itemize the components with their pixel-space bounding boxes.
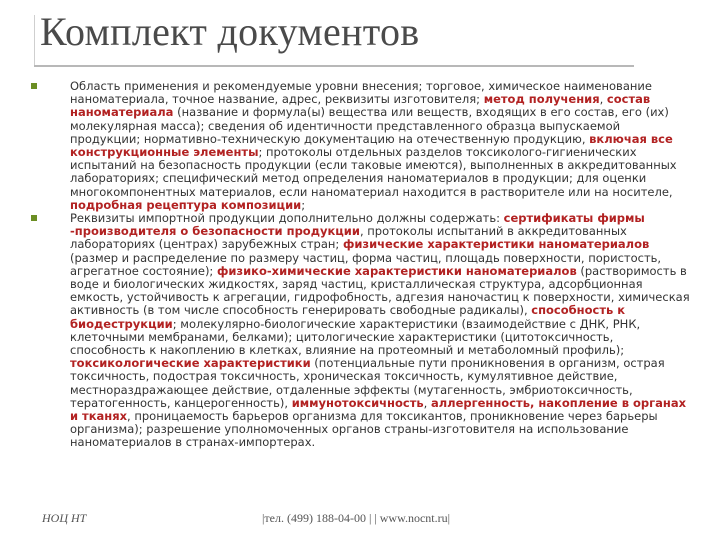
text-segment: , проницаемость барьеров организма для токсикантов, проникновение через барьеры организма); разрешение уполномоченных органов страны-изготовителя на использование наноматериалов в странах-импортерах.: [70, 409, 658, 450]
highlight-text: способность к биодеструкции: [70, 303, 626, 331]
bullet-item-scope: [30, 80, 690, 212]
text-segment: ; протоколы отдельных разделов токсиколого-гигиенических испытаний на безопасность продукции (если таковые имеются), выполненных в аккредитованных лабораториях; специфический метод определения наноматериалов в продукции; для оценки многокомпонентных материалов, если наноматериал находится в растворителе или на носителе,: [70, 145, 677, 199]
slide-title: Комплект документов: [40, 9, 420, 54]
text-segment: (растворимость в воде и биологических жидкостях, заряд частиц, кристаллическая структура, адсорбционная емкость, устойчивость к агрегации, гидрофобность, адгезия наночастиц к поверхности, химическая активность (в том числе способность генерировать свободные радикалы),: [70, 263, 690, 318]
title-divider: [34, 65, 634, 67]
text-segment: ;: [301, 197, 306, 212]
bullet-list: [30, 80, 690, 450]
highlight-text: физико-химические характеристики наноматериалов: [216, 263, 577, 278]
highlight-text: физические характеристики наноматериалов: [342, 237, 650, 252]
text-segment: , протоколы испытаний в аккредитованных лабораториях (центрах) зарубежных стран;: [70, 224, 627, 252]
text-segment: Область применения и рекомендуемые уровни внесения; торговое, химическое наименование наноматериала, точное название, адрес, реквизиты изготовителя;: [70, 79, 652, 107]
bullet-item-import: [30, 212, 690, 450]
bullet-square-icon: [31, 83, 37, 89]
highlight-text: сертификаты фирмы -производителя о безопасности продукции: [70, 211, 645, 239]
footer-org: НОЦ НТ: [42, 511, 87, 525]
highlight-text: аллергенность, накопление в органах и тканях: [70, 395, 687, 424]
bullet-square-icon: [31, 215, 37, 221]
highlight-text: метод получения: [483, 92, 600, 107]
text-segment: ,: [599, 92, 607, 107]
highlight-text: подробная рецептура композиции: [70, 197, 302, 212]
text-segment: ; молекулярно-биологические характеристики (взаимодействие с ДНК, РНК, клеточными мембранами, белками); цитологические характеристики (цитотоксичность, способность к накоплению в клетках, влияние на протеомный и метаболомный профиль);: [70, 316, 641, 358]
text-segment: ,: [423, 395, 431, 410]
highlight-text: включая все конструкционные элементы: [70, 131, 673, 160]
highlight-text: иммунотоксичность: [291, 395, 424, 410]
text-segment: (название и формула(ы) вещества или веществ, входящих в его состав, его (их) молекулярная масса); сведения об идентичности представленного образца выпускаемой продукции; нормативно-техническую документацию на отечественную продукцию,: [70, 105, 669, 146]
text-segment: (размер и распределение по размеру частиц, форма частиц, площадь поверхности, пористость, агрегатное состояние);: [70, 250, 662, 278]
text-segment: (потенциальные пути проникновения в организм, острая токсичность, подострая токсичность, хроническая токсичность, кумулятивное действие, местнораздражающее действие, отдаленные эффекты (мутагенность, эмбриотоксичность, тератогенность, канцерогенность),: [70, 356, 665, 410]
highlight-text: токсикологические характеристики: [70, 356, 311, 371]
text-segment: Реквизиты импортной продукции дополнительно должны содержать:: [70, 211, 504, 226]
highlight-text: состав наноматериала: [70, 92, 651, 120]
footer-contact: |тел. (499) 188-04-00 | | www.nocnt.ru|: [262, 511, 451, 525]
